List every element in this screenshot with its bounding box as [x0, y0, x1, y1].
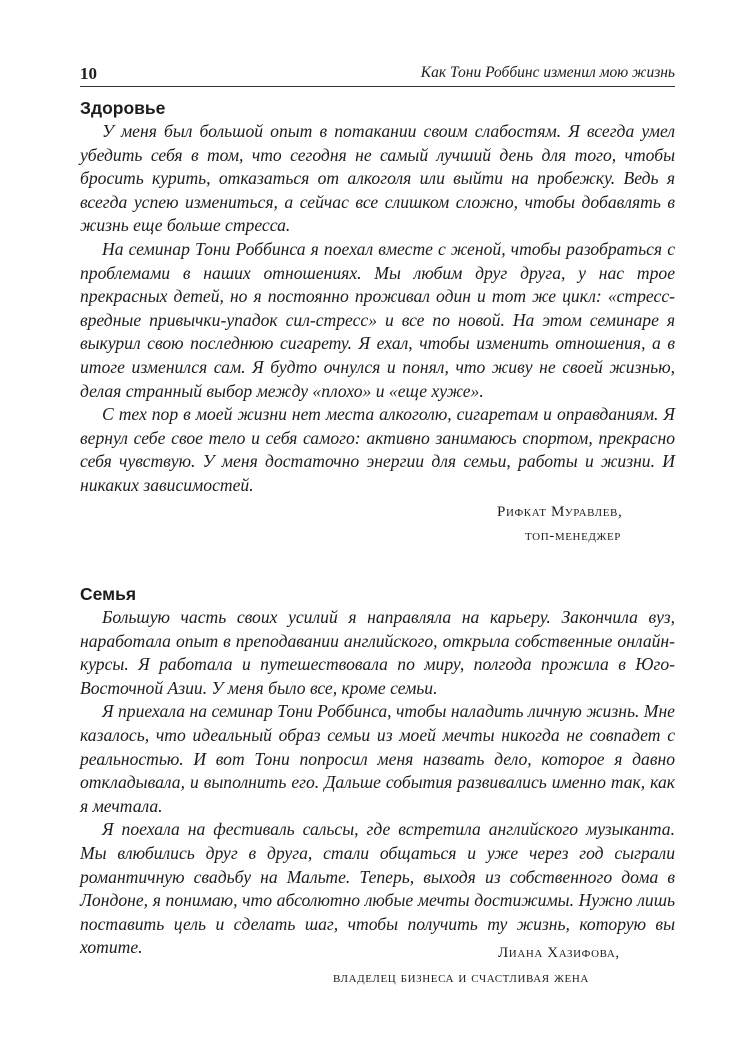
running-title: Как Тони Роббинс изменил мою жизнь — [420, 64, 675, 81]
paragraph: Большую часть своих усилий я направляла на карьеру. Закончила вуз, наработала опыт в преподавании английского, открыла собственные онлайн-курсы. Я работала и путешествовала по миру, полгода прожила в Юго-Восточной Азии. У меня было все, кроме семьи. — [80, 607, 675, 698]
paragraph: Я приехала на семинар Тони Роббинса, чтобы наладить личную жизнь. Мне казалось, что идеальный образ семьи из моей мечты никогда не совпадет с реальностью. И вот Тони попросил меня назвать дело, которое я давно откладывала, и выполнить его. Дальше события развивались именно так, как я мечтала. — [80, 701, 675, 816]
author-role: владелец бизнеса и счастливая жена — [333, 970, 589, 986]
author-role: топ-менеджер — [525, 528, 622, 544]
section-health — [80, 97, 675, 498]
author-name: Лиана Хазифова, — [498, 945, 620, 961]
section-family — [80, 583, 675, 960]
section-heading: Семья — [80, 584, 137, 604]
author-name: Рифкат Муравлев, — [497, 504, 623, 520]
paragraph: С тех пор в моей жизни нет места алкоголю, сигаретам и оправданиям. Я вернул себе свое тело и себя самого: активно занимаюсь спортом, прекрасно себя чувствую. У меня достаточно энергии для семьи, работы и жизни. И никаких зависимостей. — [80, 404, 675, 495]
paragraph: У меня был большой опыт в потакании своим слабостям. Я всегда умел убедить себя в том, что сегодня не самый лучший день для того, чтобы бросить курить, отказаться от алкоголя или выйти на пробежку. Ведь я всегда успею измениться, а сейчас все слишком сложно, чтобы добавлять в жизнь еще больше стресса. — [80, 121, 675, 236]
header-rule — [80, 86, 675, 87]
paragraph: На семинар Тони Роббинса я поехал вместе с женой, чтобы разобраться с проблемами в наших отношениях. Мы любим друг друга, у нас трое прекрасных детей, но я постоянно проживал один и тот же цикл: «стресс-вредные привычки-упадок сил-стресс» и все по новой. На этом семинаре я выкурил свою последнюю сигарету. Я ехал, чтобы изменить отношения, а в итоге изменился сам. Я будто очнулся и понял, что живу не своей жизнью, делая странный выбор между «плохо» и «еще хуже». — [80, 238, 675, 401]
paragraph: Я поехала на фестиваль сальсы, где встретила английского музыканта. Мы влюбились друг в друга, стали общаться и уже через год сыграли романтичную свадьбу на Мальте. Теперь, выходя из собственного дома в Лондоне, я понимаю, что абсолютно любые мечты достижимы. Нужно лишь поставить цель и сделать шаг, чтобы получить ту жизнь, которую вы хотите. — [80, 819, 675, 958]
section-heading: Здоровье — [80, 98, 166, 118]
page-number: 10 — [80, 64, 97, 83]
page-header — [80, 64, 675, 86]
